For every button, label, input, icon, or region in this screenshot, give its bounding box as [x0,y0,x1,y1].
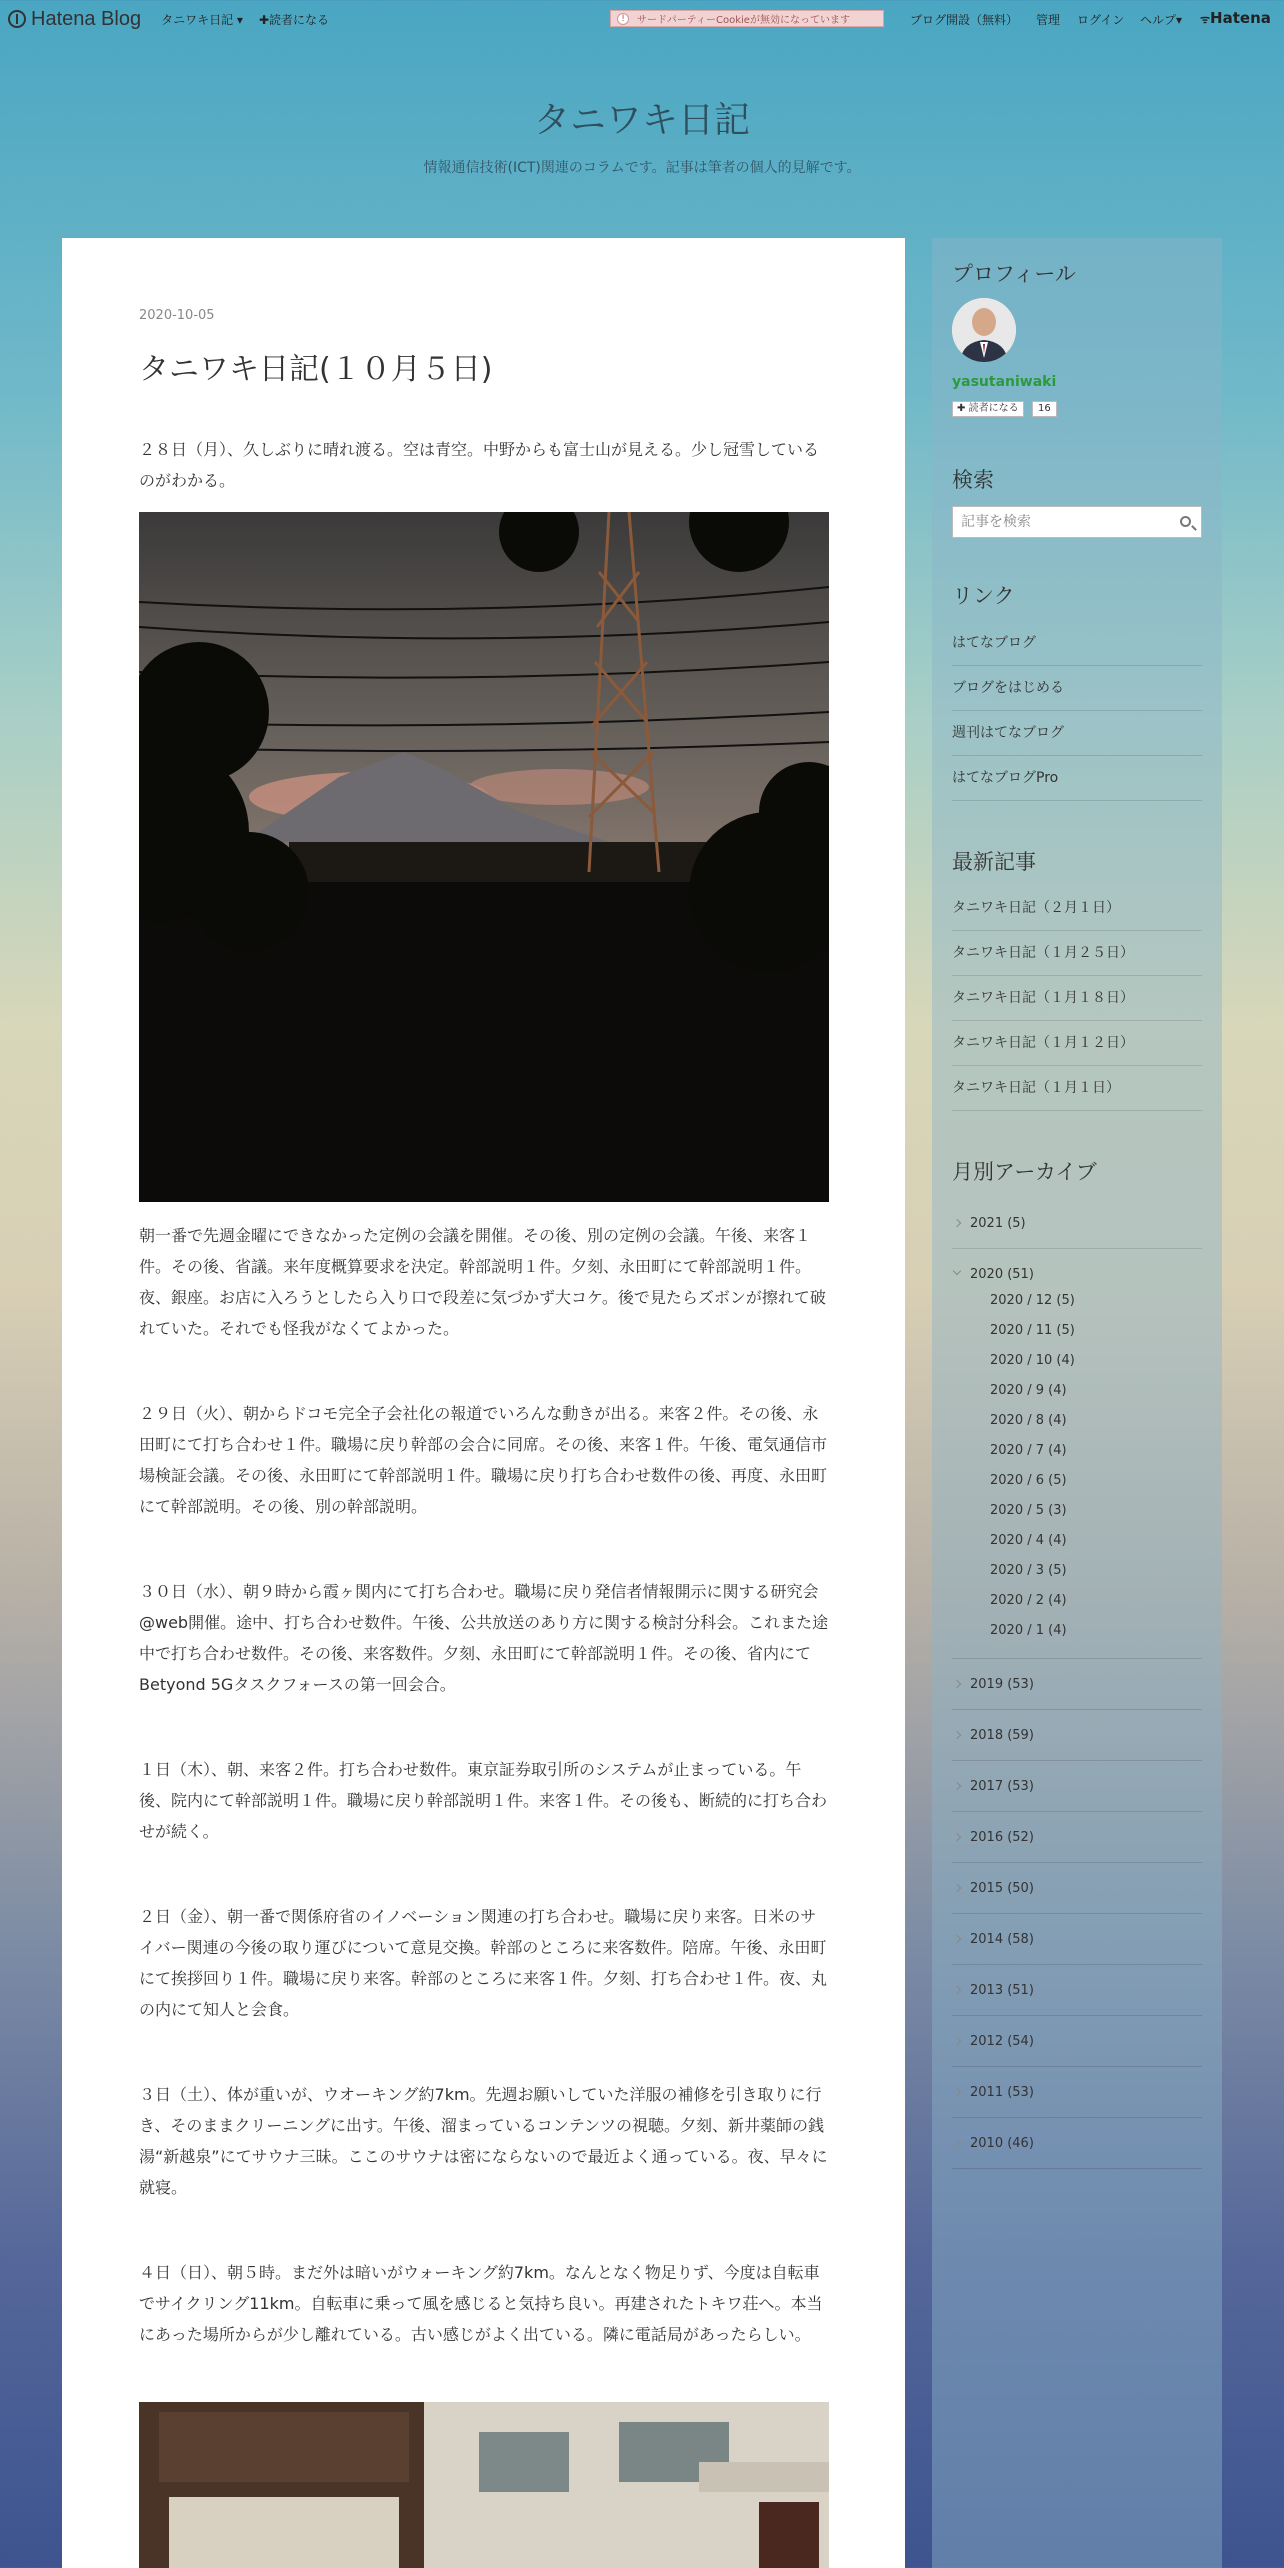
archive-year[interactable] [952,1710,1202,1761]
caret-down-icon: ▾ [236,12,243,27]
link-item[interactable]: はてなブログPro [952,756,1202,801]
subscribe-link[interactable] [259,11,329,28]
archive-month-link[interactable]: 2020 / 9 (4) [990,1383,1067,1398]
logo-text: Hatena Blog [31,7,142,30]
archive-year[interactable] [952,1914,1202,1965]
archive-year-expanded[interactable] [952,1249,1202,1659]
archive-month-link[interactable]: 2020 / 6 (5) [990,1473,1067,1488]
plus-icon: ✚ [957,403,966,414]
archive-month-link[interactable]: 2020 / 11 (5) [990,1323,1075,1338]
entry-paragraph: ３日（土）、体が重いが、ウオーキング約7km。先週お願いしていた洋服の補修を引き取りに行き、そのままクリーニングに出す。午後、溜まっているコンテンツの視聴。夕刻、新井薬師の銭湯“新越泉”にてサウナ三昧。ここのサウナは密にならないので最近よく通っている。夜、早々に就寝。 [139,2085,828,2197]
archive-month-link[interactable]: 2020 / 12 (5) [990,1293,1075,1308]
blog-description: 情報通信技術(ICT)関連のコラムです。記事は筆者の個人的見解です。 [423,160,861,176]
entry-paragraph: ２８日（月）、久しぶりに晴れ渡る。空は青空。中野からも富士山が見える。少し冠雪しているのがわかる。 [139,440,820,490]
manage-link[interactable]: 管理 [1036,13,1061,27]
archive-month-link[interactable]: 2020 / 10 (4) [990,1353,1075,1368]
links-list [952,621,1202,801]
entry-paragraph: １日（木）、朝、来客２件。打ち合わせ数件。東京証券取引所のシステムが止まっている。午後、院内にて幹部説明１件。職場に戻り幹部説明１件。来客１件。その後も、断続的に打ち合わせが続く。 [139,1760,828,1841]
chevron-down-icon [953,1267,961,1275]
chevron-right-icon [953,1986,961,1994]
hatena-blog-logo[interactable] [8,8,141,31]
archive-year-label: 2016 (52) [970,1830,1034,1845]
archive-year[interactable] [952,1812,1202,1863]
chevron-right-icon [953,1731,961,1739]
archive-heading: 月別アーカイブ [952,1160,1097,1184]
entry-title[interactable]: タニワキ日記(１０月５日) [139,352,493,387]
subscribe-button[interactable] [952,401,1024,417]
help-label: ヘルプ [1140,13,1177,27]
archive-month-link[interactable]: 2020 / 2 (4) [990,1593,1067,1608]
entry-content [62,238,905,2568]
plus-icon: ✚ [258,12,270,27]
recent-entry-link[interactable]: タニワキ日記（１月１２日） [952,1021,1202,1066]
chevron-right-icon [953,1935,961,1943]
hatena-logo-icon [8,10,26,28]
recent-entry-link[interactable]: タニワキ日記（１月２５日） [952,931,1202,976]
blog-title[interactable]: タニワキ日記 [533,100,750,141]
archive-year[interactable] [952,1761,1202,1812]
blog-menu-label: タニワキ日記 [161,12,234,27]
chevron-right-icon [953,1833,961,1841]
archive-month-link[interactable]: 2020 / 8 (4) [990,1413,1067,1428]
entry-date[interactable]: 2020-10-05 [139,308,215,323]
recent-entry-link[interactable]: タニワキ日記（２月１日） [952,886,1202,931]
archive-month-link[interactable]: 2020 / 1 (4) [990,1623,1067,1638]
login-link[interactable]: ログイン [1077,13,1125,27]
archive-year-label: 2015 (50) [970,1881,1034,1896]
help-dropdown[interactable] [1140,11,1182,28]
archive-year-label: 2020 (51) [970,1267,1034,1282]
archive-year[interactable] [952,1659,1202,1710]
link-item[interactable]: はてなブログ [952,621,1202,666]
avatar[interactable] [952,298,1016,362]
archive-month-link[interactable]: 2020 / 4 (4) [990,1533,1067,1548]
entry-paragraph: ２日（金）、朝一番で関係府省のイノベーション関連の打ち合わせ。職場に戻り来客。日米のサイバー関連の今後の取り運びについて意見交換。幹部のところに来客数件。陪席。午後、永田町にて挨拶回り１件。職場に戻り来客。幹部のところに来客１件。夕刻、打ち合わせ１件。夜、丸の内にて知人と会食。 [139,1907,828,2019]
sidebar [932,238,1222,2568]
links-heading: リンク [952,584,1015,608]
chevron-right-icon [953,2139,961,2147]
entry-paragraph: 朝一番で先週金曜にできなかった定例の会議を開催。その後、別の定例の会議。午後、来客１件。その後、省議。来年度概算要求を決定。幹部説明１件。夕刻、永田町にて幹部説明１件。夜、銀座。お店に入ろうとしたら入り口で段差に気づかず大コケ。後で見たらズボンが擦れて破れていた。それでも怪我がなくてよかった。 [139,1226,826,1338]
chevron-right-icon [953,1884,961,1892]
recent-entries-list [952,886,1202,1111]
subscriber-count: 16 [1032,401,1057,417]
chevron-right-icon [953,2037,961,2045]
search-input[interactable] [952,506,1202,538]
archive-list [952,1198,1202,2169]
recent-entry-link[interactable]: タニワキ日記（１月１８日） [952,976,1202,1021]
archive-year-label: 2012 (54) [970,2034,1034,2049]
mount-fuji-photo [139,512,829,1202]
archive-year-label: 2017 (53) [970,1779,1034,1794]
recent-entry-link[interactable]: タニワキ日記（１月１日） [952,1066,1202,1111]
tokiwaso-photo [139,2402,829,2568]
profile-heading: プロフィール [952,262,1076,286]
archive-year-label: 2019 (53) [970,1677,1034,1692]
caret-down-icon: ▾ [1176,13,1183,27]
archive-month-link[interactable]: 2020 / 3 (5) [990,1563,1067,1578]
hatena-label: Hatena [1210,9,1271,27]
search-heading: 検索 [952,468,994,492]
chevron-right-icon [953,1219,961,1227]
search-icon[interactable] [1180,516,1191,527]
cookie-notice-text: サードパーティーCookieが無効になっています [637,15,850,26]
archive-year-label: 2018 (59) [970,1728,1034,1743]
archive-year[interactable] [952,2067,1202,2118]
link-item[interactable]: ブログをはじめる [952,666,1202,711]
cookie-notice[interactable] [610,10,884,27]
archive-months [952,1286,1202,1646]
archive-year[interactable] [952,2016,1202,2067]
subscribe-button-label: 読者になる [968,403,1019,414]
info-icon: ! [617,13,629,25]
link-item[interactable]: 週刊はてなブログ [952,711,1202,756]
blog-menu-dropdown[interactable] [161,11,243,28]
recent-entries-heading: 最新記事 [952,850,1036,874]
archive-year-label: 2014 (58) [970,1932,1034,1947]
subscribe-label: 読者になる [269,12,330,27]
archive-year-label: 2021 (5) [970,1216,1026,1231]
archive-year[interactable] [952,1198,1202,1249]
archive-year-label: 2010 (46) [970,2136,1034,2151]
archive-year[interactable] [952,2118,1202,2169]
chevron-right-icon [953,2088,961,2096]
entry-paragraph: ４日（日）、朝５時。まだ外は暗いがウォーキング約7km。なんとなく物足りず、今度は自転車でサイクリング11km。自転車に乗って風を感じると気持ち良い。再建されたトキワ荘へ。本当にあった場所からが少し離れている。古い感じがよく出ている。隣に電話局があったらしい。 [139,2263,823,2344]
archive-month-link[interactable]: 2020 / 7 (4) [990,1443,1067,1458]
entry-paragraph: ３０日（水）、朝９時から霞ヶ関内にて打ち合わせ。職場に戻り発信者情報開示に関する研究会@web開催。途中、打ち合わせ数件。午後、公共放送のあり方に関する検討分科会。これまた途中で打ち合わせ数件。その後、来客数件。夕刻、永田町にて幹部説明１件。その後、省内にてBetyond 5Gタスクフォースの第一回会合。 [139,1582,829,1694]
global-header [0,0,1284,38]
archive-year[interactable] [952,1863,1202,1914]
profile-username[interactable]: yasutaniwaki [952,374,1057,390]
archive-year[interactable] [952,1965,1202,2016]
entry-paragraph: ２９日（火）、朝からドコモ完全子会社化の報道でいろんな動きが出る。来客２件。その後、永田町にて打ち合わせ１件。職場に戻り幹部の会合に同席。その後、来客１件。午後、電気通信市場検証会議。その後、永田町にて幹部説明１件。職場に戻り打ち合わせ数件の後、再度、永田町にて幹部説明。その後、別の幹部説明。 [139,1404,828,1516]
chevron-right-icon [953,1782,961,1790]
archive-year-label: 2011 (53) [970,2085,1034,2100]
archive-month-link[interactable]: 2020 / 5 (3) [990,1503,1067,1518]
open-blog-link[interactable]: ブログ開設（無料） [910,13,1019,27]
hatena-link[interactable] [1200,9,1271,27]
archive-year-label: 2013 (51) [970,1983,1034,1998]
chevron-right-icon [953,1680,961,1688]
hatena-mark-icon: ᯤ [1200,13,1211,26]
